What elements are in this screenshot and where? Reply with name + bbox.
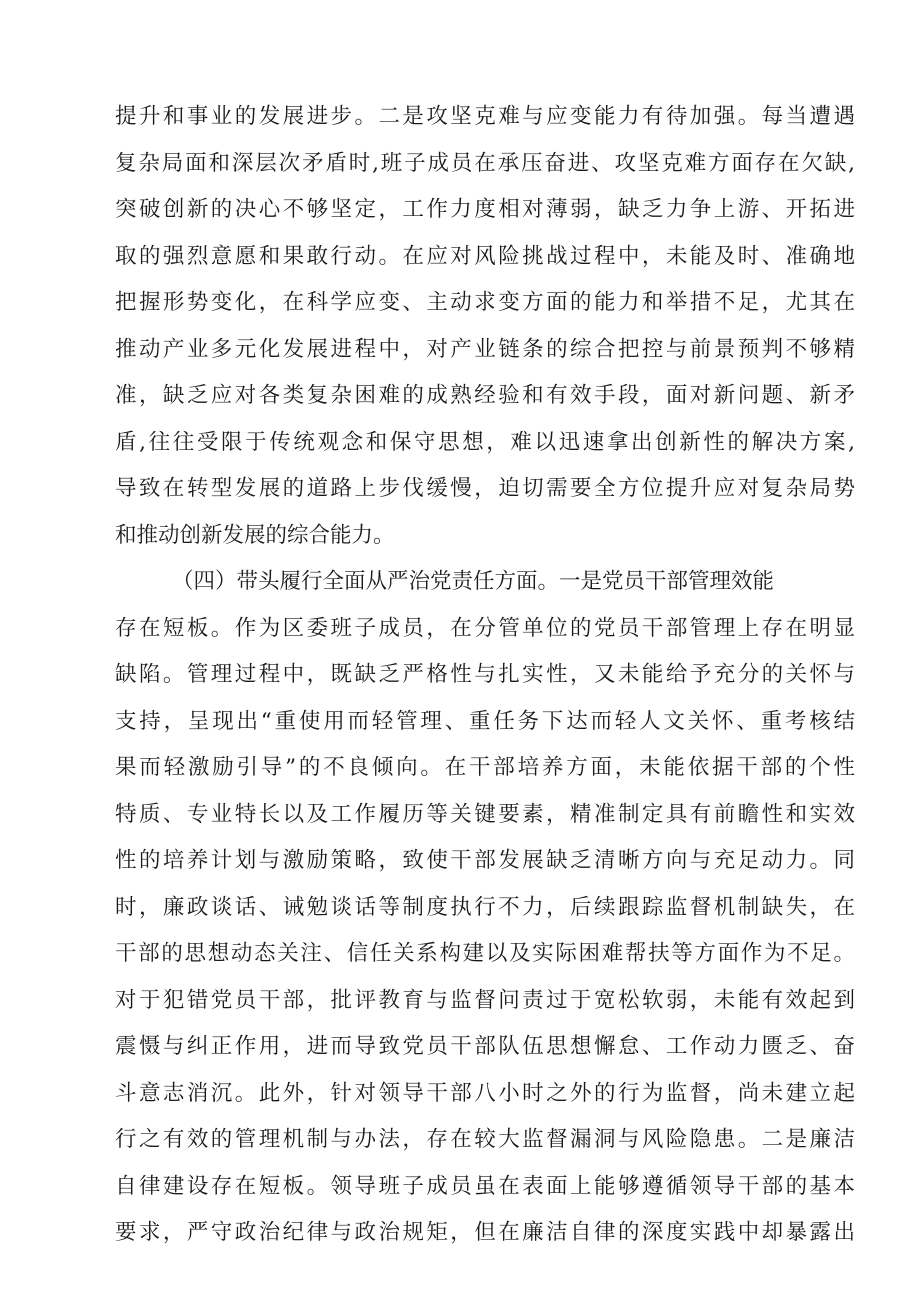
text-line: 缺陷。管理过程中，既缺乏严格性与扎实性，又未能给予充分的关怀与: [115, 662, 855, 687]
text-line: 突破创新的决心不够坚定，工作力度相对薄弱，缺乏力争上游、开拓进: [115, 197, 855, 222]
text-line: 对于犯错党员干部，批评教育与监督问责过于宽松软弱，未能有效起到: [115, 987, 855, 1013]
text-line: 准，缺乏应对各类复杂困难的成熟经验和有效手段，面对新问题、新矛: [115, 383, 855, 408]
text-line: 特质、专业特长以及工作履历等关键要素，精准制定具有前瞻性和实效: [115, 801, 855, 827]
text-line: 时，廉政谈话、诫勉谈话等制度执行不力，后续跟踪监督机制缺失，在: [115, 894, 855, 920]
text-line: 存在短板。作为区委班子成员，在分管单位的党员干部管理上存在明显: [115, 615, 855, 641]
text-line: 自律建设存在短板。领导班子成员虽在表面上能够遵循领导干部的基本: [115, 1173, 855, 1199]
text-line: 和推动创新发展的综合能力。: [115, 522, 395, 548]
text-line: 性的培养计划与激励策略，致使干部发展缺乏清晰方向与充足动力。同: [115, 848, 855, 873]
text-line: 斗意志消沉。此外，针对领导干部八小时之外的行为监督，尚未建立起: [115, 1080, 855, 1106]
text-line: 震慑与纠正作用，进而导致党员干部队伍思想懈怠、工作动力匮乏、奋: [115, 1034, 855, 1059]
text-line: 提升和事业的发展进步。二是攻坚克难与应变能力有待加强。每当遭遇: [115, 104, 855, 129]
text-line: 支持，呈现出“重使用而轻管理、重任务下达而轻人文关怀、重考核结: [115, 708, 855, 734]
text-line: 复杂局面和深层次矛盾时,班子成员在承压奋进、攻坚克难方面存在欠缺,: [115, 150, 855, 176]
text-line: 把握形势变化，在科学应变、主动求变方面的能力和举措不足，尤其在: [115, 290, 855, 315]
text-line: 干部的思想动态关注、信任关系构建以及实际困难帮扶等方面作为不足。: [115, 941, 855, 966]
text-line: 取的强烈意愿和果敢行动。在应对风险挑战过程中，未能及时、准确地: [115, 243, 855, 269]
text-line: 果而轻激励引导”的不良倾向。在干部培养方面，未能依据干部的个性: [115, 755, 855, 780]
text-line: 导致在转型发展的道路上步伐缓慢，迫切需要全方位提升应对复杂局势: [115, 476, 855, 501]
text-line: 行之有效的管理机制与办法，存在较大监督漏洞与风险隐患。二是廉洁: [115, 1127, 855, 1152]
text-line: 要求，严守政治纪律与政治规矩，但在廉洁自律的深度实践中却暴露出: [115, 1220, 855, 1245]
text-line: 推动产业多元化发展进程中，对产业链条的综合把控与前景预判不够精: [115, 336, 855, 362]
document-body: [115, 94, 855, 1257]
text-line: 盾,往往受限于传统观念和保守思想，难以迅速拿出创新性的解决方案,: [115, 429, 855, 455]
section-heading-line: （四）带头履行全面从严治党责任方面。一是党员干部管理效能: [172, 569, 775, 594]
